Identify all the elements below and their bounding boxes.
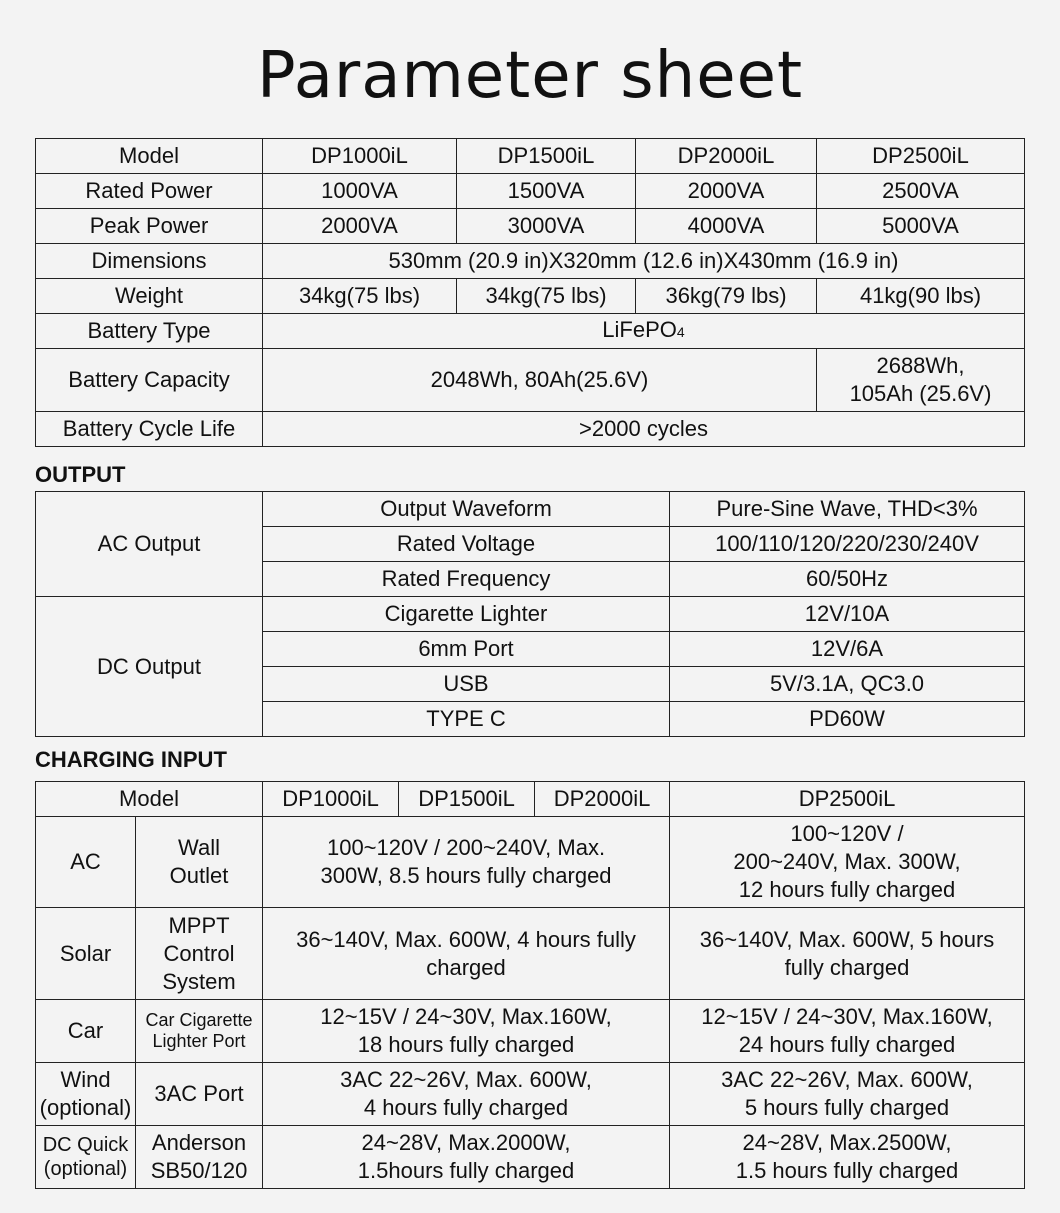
cell-line: 24~28V, Max.2500W, xyxy=(742,1130,952,1155)
cell-line: Anderson xyxy=(151,1130,247,1155)
spec-table xyxy=(35,138,1025,447)
value-cell: 1500VA xyxy=(457,174,636,209)
model-cell: DP2000iL xyxy=(636,139,817,174)
value-cell: 34kg(75 lbs) xyxy=(457,279,636,314)
cell-line: 24 hours fully charged xyxy=(738,1032,956,1057)
cell-line: 100~120V / xyxy=(790,821,904,846)
value-cell: 2048Wh, 80Ah(25.6V) xyxy=(263,349,817,412)
cell-line: MPPT xyxy=(168,912,230,938)
param-value: 12V/10A xyxy=(670,597,1025,632)
charge-spec xyxy=(670,908,1025,1000)
charge-type xyxy=(36,1063,136,1126)
value-cell: 5000VA xyxy=(817,209,1025,244)
value-cell: 2500VA xyxy=(817,174,1025,209)
cell-line: 36~140V, Max. 600W, 4 hours fully xyxy=(296,926,636,952)
cell-line: 4 hours fully charged xyxy=(363,1095,569,1120)
battery-type-subscript: 4 xyxy=(676,324,685,340)
cell-line: charged xyxy=(426,954,506,980)
cell-line: 1.5hours fully charged xyxy=(357,1158,575,1183)
value-cell: >2000 cycles xyxy=(263,412,1025,447)
table-row xyxy=(36,279,1025,314)
charge-spec xyxy=(670,1126,1025,1189)
row-label: AC Output xyxy=(36,492,263,597)
cell-line: SB50/120 xyxy=(150,1158,248,1183)
table-row xyxy=(36,908,1025,1000)
value-cell: 41kg(90 lbs) xyxy=(817,279,1025,314)
charge-spec xyxy=(263,1063,670,1126)
cell-line: 12~15V / 24~30V, Max.160W, xyxy=(320,1004,612,1029)
value-cell xyxy=(263,314,1025,349)
charge-type xyxy=(36,1126,136,1189)
table-row xyxy=(36,244,1025,279)
cell-line: (optional) xyxy=(43,1158,128,1180)
value-cell: 3000VA xyxy=(457,209,636,244)
charge-source xyxy=(136,817,263,908)
model-cell: DP1000iL xyxy=(263,139,457,174)
table-row xyxy=(36,817,1025,908)
charge-type: AC xyxy=(36,817,136,908)
cell-line: 105Ah (25.6V) xyxy=(849,381,992,406)
row-label: Dimensions xyxy=(36,244,263,279)
cell-line: Car Cigarette xyxy=(145,1010,253,1030)
row-label: Model xyxy=(36,139,263,174)
value-cell: 4000VA xyxy=(636,209,817,244)
cell-line: Lighter Port xyxy=(152,1031,246,1051)
cell-line: 3AC 22~26V, Max. 600W, xyxy=(340,1067,592,1092)
param-value: PD60W xyxy=(670,702,1025,737)
cell-line: (optional) xyxy=(39,1095,132,1120)
section-heading-output: OUTPUT xyxy=(35,462,126,487)
model-cell: DP1000iL xyxy=(263,782,399,817)
cell-line: System xyxy=(162,968,236,994)
charge-spec xyxy=(670,817,1025,908)
charge-type: Car xyxy=(36,1000,136,1063)
table-row xyxy=(36,1063,1025,1126)
value-cell xyxy=(817,349,1025,412)
value-cell: 2000VA xyxy=(636,174,817,209)
param-name: USB xyxy=(263,667,670,702)
param-name: Cigarette Lighter xyxy=(263,597,670,632)
cell-line: 36~140V, Max. 600W, 5 hours xyxy=(699,926,995,952)
cell-line: 100~120V / 200~240V, Max. xyxy=(326,835,606,860)
cell-line: Outlet xyxy=(169,863,229,888)
charge-spec xyxy=(263,908,670,1000)
cell-line: Wall xyxy=(178,835,220,860)
charge-source xyxy=(136,1126,263,1189)
row-label: Battery Cycle Life xyxy=(36,412,263,447)
cell-line: 3AC 22~26V, Max. 600W, xyxy=(721,1067,973,1092)
row-label: Weight xyxy=(36,279,263,314)
table-row xyxy=(36,1126,1025,1189)
battery-type-text: LiFePO xyxy=(602,317,677,342)
model-cell: DP2500iL xyxy=(670,782,1025,817)
model-cell: DP2500iL xyxy=(817,139,1025,174)
value-cell: 36kg(79 lbs) xyxy=(636,279,817,314)
model-cell: DP1500iL xyxy=(457,139,636,174)
charge-source xyxy=(136,908,263,1000)
value-cell: 530mm (20.9 in)X320mm (12.6 in)X430mm (16.9 in) xyxy=(263,244,1025,279)
table-row xyxy=(36,412,1025,447)
charge-source xyxy=(136,1000,263,1063)
param-value: 100/110/120/220/230/240V xyxy=(670,527,1025,562)
param-name: TYPE C xyxy=(263,702,670,737)
param-value: 12V/6A xyxy=(670,632,1025,667)
table-row xyxy=(36,782,1025,817)
charge-spec xyxy=(670,1063,1025,1126)
cell-line: 12~15V / 24~30V, Max.160W, xyxy=(701,1004,993,1029)
value-cell: 2000VA xyxy=(263,209,457,244)
table-row xyxy=(36,209,1025,244)
charge-type: Solar xyxy=(36,908,136,1000)
cell-line: 18 hours fully charged xyxy=(357,1032,575,1057)
section-heading-charging: CHARGING INPUT xyxy=(35,747,227,772)
charge-spec xyxy=(670,1000,1025,1063)
param-name: Rated Frequency xyxy=(263,562,670,597)
table-row xyxy=(36,314,1025,349)
row-label: DC Output xyxy=(36,597,263,737)
row-label: Battery Capacity xyxy=(36,349,263,412)
row-label: Battery Type xyxy=(36,314,263,349)
table-row xyxy=(36,1000,1025,1063)
value-cell: 1000VA xyxy=(263,174,457,209)
charging-table xyxy=(35,781,1025,1189)
page-title: Parameter sheet xyxy=(256,39,804,113)
cell-line: 200~240V, Max. 300W, xyxy=(733,849,961,874)
table-row xyxy=(36,492,1025,527)
cell-line: 300W, 8.5 hours fully charged xyxy=(320,863,612,888)
output-table xyxy=(35,491,1025,737)
charge-spec xyxy=(263,817,670,908)
cell-line: 2688Wh, xyxy=(876,353,965,378)
row-label: Model xyxy=(36,782,263,817)
row-label: Peak Power xyxy=(36,209,263,244)
cell-line: Wind xyxy=(60,1067,111,1092)
param-value: Pure-Sine Wave, THD<3% xyxy=(670,492,1025,527)
cell-line: 12 hours fully charged xyxy=(738,877,956,902)
table-row xyxy=(36,597,1025,632)
charge-source: 3AC Port xyxy=(136,1063,263,1126)
param-name: 6mm Port xyxy=(263,632,670,667)
cell-line: 5 hours fully charged xyxy=(744,1095,950,1120)
model-cell: DP1500iL xyxy=(399,782,535,817)
charge-spec xyxy=(263,1126,670,1189)
cell-line: DC Quick xyxy=(42,1134,129,1156)
value-cell: 34kg(75 lbs) xyxy=(263,279,457,314)
cell-line: Control xyxy=(163,940,235,966)
cell-line: 24~28V, Max.2000W, xyxy=(361,1130,571,1155)
param-value: 5V/3.1A, QC3.0 xyxy=(670,667,1025,702)
param-name: Rated Voltage xyxy=(263,527,670,562)
table-row xyxy=(36,349,1025,412)
table-row xyxy=(36,174,1025,209)
row-label: Rated Power xyxy=(36,174,263,209)
model-cell: DP2000iL xyxy=(535,782,670,817)
param-value: 60/50Hz xyxy=(670,562,1025,597)
table-row xyxy=(36,139,1025,174)
charge-spec xyxy=(263,1000,670,1063)
param-name: Output Waveform xyxy=(263,492,670,527)
cell-line: fully charged xyxy=(784,954,910,980)
cell-line: 1.5 hours fully charged xyxy=(735,1158,959,1183)
